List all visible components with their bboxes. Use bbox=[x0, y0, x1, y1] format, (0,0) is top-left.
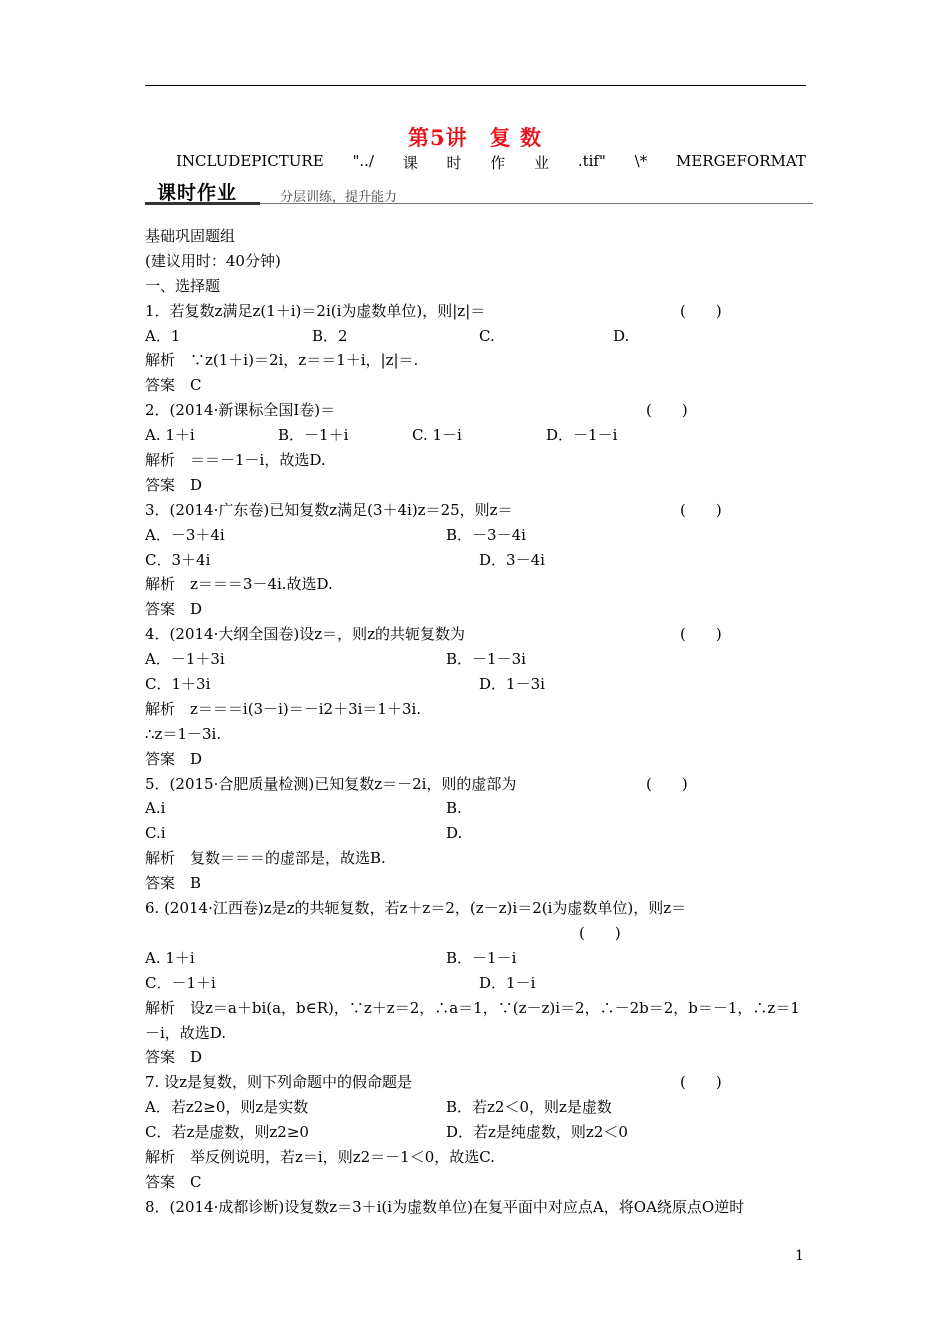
option: D. bbox=[613, 326, 630, 345]
option: C．若z是虚数，则z2≥0 bbox=[145, 1123, 309, 1142]
option: C．－1＋i bbox=[145, 973, 216, 992]
question-stem: 2．(2014·新课标全国Ⅰ卷)＝ ( ) bbox=[145, 398, 809, 423]
include-token: .tif" bbox=[577, 152, 606, 170]
option: C. bbox=[479, 326, 495, 345]
option: A. 1＋i bbox=[145, 948, 195, 967]
answer-paren: ( ) bbox=[579, 923, 621, 942]
option: D. bbox=[446, 824, 463, 843]
answer-paren: ( ) bbox=[680, 500, 722, 519]
banner-label: 课时作业 bbox=[157, 182, 238, 204]
question-stem: 4．(2014·大纲全国卷)设z＝，则z的共轭复数为 ( ) bbox=[145, 622, 809, 647]
include-token: "../ bbox=[352, 152, 374, 170]
include-field-code bbox=[176, 152, 806, 173]
option: A．－1＋3i bbox=[145, 650, 225, 669]
answer-paren: ( ) bbox=[680, 625, 722, 644]
option: A．－3＋4i bbox=[145, 525, 225, 544]
question-stem: 1．若复数z满足z(1＋i)＝2i(i为虚数单位)，则|z|＝ ( ) bbox=[145, 299, 809, 324]
top-rule bbox=[145, 85, 806, 86]
option: A. 1＋i bbox=[145, 426, 195, 445]
answer: 答案 D bbox=[145, 475, 203, 494]
page-number: 1 bbox=[795, 1248, 804, 1264]
question-stem-paren-line bbox=[145, 921, 809, 946]
option: B．－3－4i bbox=[446, 525, 526, 544]
option: B．若z2＜0，则z是虚数 bbox=[446, 1098, 612, 1117]
options-row bbox=[145, 423, 809, 448]
option: B．－1＋i bbox=[278, 426, 349, 445]
option: C．3＋4i bbox=[145, 550, 211, 569]
answer-paren: ( ) bbox=[646, 774, 688, 793]
include-token: INCLUDEPICTURE bbox=[176, 152, 324, 170]
analysis: 解析 举反例说明，若z＝i，则z2＝－1＜0，故选C. bbox=[145, 1147, 495, 1166]
answer: 答案 C bbox=[145, 1172, 202, 1191]
option: C.i bbox=[145, 824, 166, 843]
answer-paren: ( ) bbox=[680, 1073, 722, 1092]
answer: 答案 D bbox=[145, 1048, 203, 1067]
answer-paren: ( ) bbox=[646, 401, 688, 420]
options-row bbox=[145, 946, 809, 971]
option: D．－1－i bbox=[546, 426, 618, 445]
option: B．－1－3i bbox=[446, 650, 526, 669]
analysis: 解析 设z＝a＋bi(a，b∈R)，∵z＋z＝2，∴a＝1，∵(z－z)i＝2，∴－2b＝2，b＝－1，∴z＝1－i，故选D. bbox=[145, 998, 800, 1042]
include-token: 课 bbox=[402, 154, 418, 172]
banner-thick-rule bbox=[145, 202, 260, 205]
analysis-continued: ∴z＝1－3i. bbox=[145, 724, 222, 743]
options-row bbox=[145, 796, 809, 821]
option: C．1＋3i bbox=[145, 675, 211, 694]
option: B．－1－i bbox=[446, 948, 517, 967]
answer: 答案 B bbox=[145, 874, 202, 893]
analysis: 解析 z＝＝＝3－4i.故选D. bbox=[145, 575, 333, 594]
options-row bbox=[145, 647, 809, 672]
question-stem: 6. (2014·江西卷)z是z的共轭复数，若z＋z＝2，(z－z)i＝2(i为虚数单位)，则z＝ bbox=[145, 899, 687, 918]
suggested-time: (建议用时：40分钟) bbox=[145, 251, 281, 270]
options-row bbox=[145, 821, 809, 846]
answer: 答案 D bbox=[145, 600, 203, 619]
option: B．2 bbox=[312, 326, 348, 345]
option: C. 1－i bbox=[412, 426, 462, 445]
options-row bbox=[145, 971, 809, 996]
question-stem: 3．(2014·广东卷)已知复数z满足(3＋4i)z＝25，则z＝ ( ) bbox=[145, 498, 809, 523]
answer-paren: ( ) bbox=[680, 301, 722, 320]
options-row bbox=[145, 324, 809, 349]
question-stem: 8．(2014·成都诊断)设复数z＝3＋i(i为虚数单位)在复平面中对应点A，将OA绕原点O逆时 bbox=[145, 1197, 745, 1216]
question-stem: 5．(2015·合肥质量检测)已知复数z＝－2i，则的虚部为 ( ) bbox=[145, 772, 809, 797]
options-row bbox=[145, 1095, 809, 1120]
exercise-content bbox=[145, 224, 809, 1220]
section-banner bbox=[145, 178, 813, 208]
options-row bbox=[145, 672, 809, 697]
option: D．若z是纯虚数，则z2＜0 bbox=[446, 1123, 628, 1142]
include-token: MERGEFORMAT bbox=[675, 152, 806, 170]
analysis: 解析 z＝＝＝i(3－i)＝－i2＋3i＝1＋3i. bbox=[145, 699, 422, 718]
include-token: 业 bbox=[534, 154, 550, 172]
analysis: 解析 ＝＝－1－i，故选D. bbox=[145, 451, 326, 470]
analysis: 解析 ∵z(1＋i)＝2i，z＝＝1＋i，|z|＝. bbox=[145, 351, 419, 370]
include-token: 作 bbox=[490, 154, 506, 172]
option: D．1－3i bbox=[479, 675, 545, 694]
option: A．若z2≥0，则z是实数 bbox=[145, 1098, 309, 1117]
group-title: 基础巩固题组 bbox=[145, 227, 236, 245]
question-stem: 7. 设z是复数，则下列命题中的假命题是 ( ) bbox=[145, 1070, 809, 1095]
options-row bbox=[145, 1120, 809, 1145]
banner-subtitle: 分层训练，提升能力 bbox=[280, 190, 398, 205]
page-title: 第5讲 复 数 bbox=[408, 125, 542, 150]
options-row bbox=[145, 548, 809, 573]
option: A.i bbox=[145, 799, 166, 818]
answer: 答案 C bbox=[145, 376, 202, 395]
include-token: 时 bbox=[446, 154, 462, 172]
include-token: \* bbox=[634, 152, 648, 170]
answer: 答案 D bbox=[145, 749, 203, 768]
option: D．3－4i bbox=[479, 550, 545, 569]
options-row bbox=[145, 523, 809, 548]
option: D．1－i bbox=[479, 973, 536, 992]
option: B. bbox=[446, 799, 462, 818]
option: A．1 bbox=[145, 326, 181, 345]
analysis: 解析 复数＝＝＝的虚部是，故选B. bbox=[145, 849, 386, 868]
part-title: 一、选择题 bbox=[145, 276, 221, 295]
